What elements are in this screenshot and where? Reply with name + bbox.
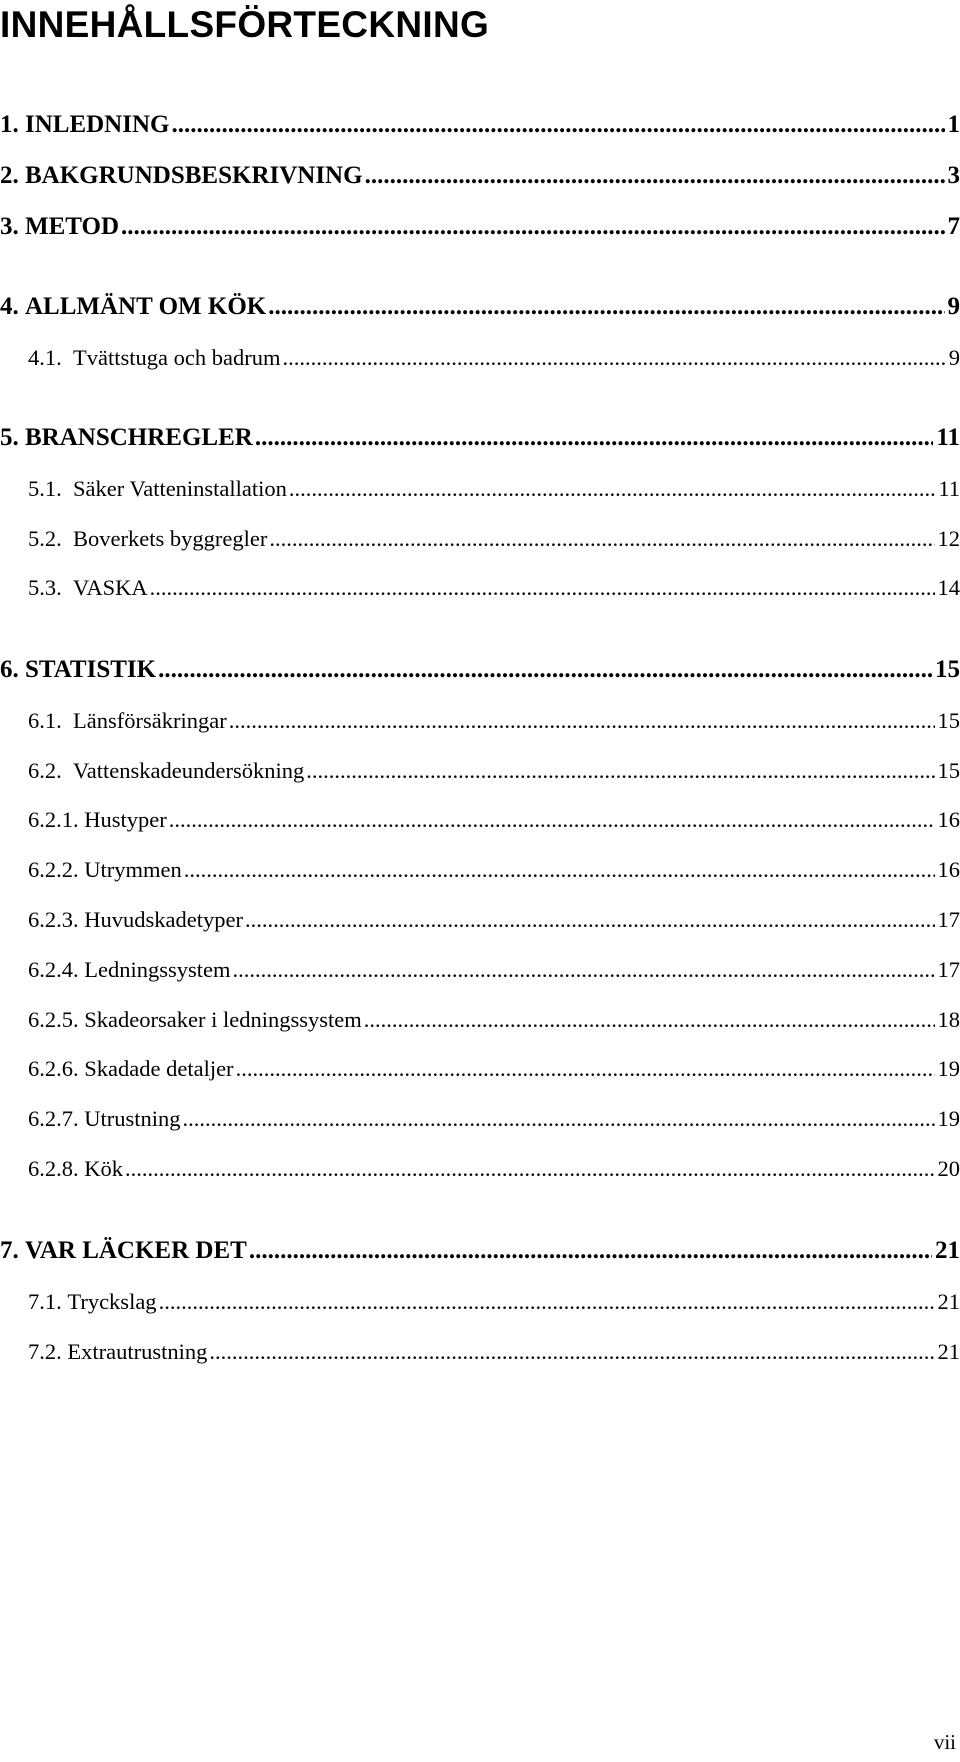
dot-leader [365,159,945,193]
toc-entry-label: Utrustning [84,1106,181,1131]
toc-entry-label: BAKGRUNDSBESKRIVNING [25,162,363,189]
toc-entry[interactable] [28,853,960,887]
toc-entry-page: 18 [937,1007,960,1032]
toc-entry-number: 6.2.8. [28,1156,79,1181]
toc-entry-page: 17 [937,907,960,932]
dot-leader [121,210,945,244]
toc-entry[interactable] [0,210,960,244]
toc-entry-page: 19 [937,1056,960,1081]
toc-entry-page: 19 [937,1106,960,1131]
dot-leader [150,571,935,605]
toc-entry[interactable] [28,472,960,506]
toc-entry-number: 7.2. [28,1339,62,1364]
toc-entry-page: 3 [947,162,960,189]
toc-entry-page: 21 [937,1289,960,1314]
toc-entry-label: Vattenskadeundersökning [73,758,305,783]
dot-leader [233,953,935,987]
toc-entry-number: 6.2.6. [28,1056,79,1081]
toc-entry-page: 17 [937,957,960,982]
toc-entry-number: 6.1. [28,708,62,733]
toc-entry[interactable] [28,903,960,937]
toc-entry-page: 15 [937,758,960,783]
toc-entry-label: METOD [25,213,119,240]
dot-leader [171,108,944,142]
toc-entry[interactable] [28,571,960,605]
toc-entry-page: 21 [937,1339,960,1364]
toc-entry-number: 4.1. [28,345,62,370]
toc-entry-number: 5.1. [28,476,62,501]
toc-entry-label: Länsförsäkringar [73,708,227,733]
toc-entry[interactable] [0,290,960,324]
toc-entry-page: 15 [937,708,960,733]
dot-leader [255,421,934,455]
toc-entry-label: Kök [84,1156,123,1181]
toc-entry[interactable] [28,803,960,837]
toc-entry[interactable] [28,341,960,375]
toc-entry-page: 12 [937,526,960,551]
toc-entry[interactable] [28,1335,960,1369]
dot-leader [159,1285,935,1319]
toc-entry-label: Tryckslag [67,1289,157,1314]
dot-leader [249,1234,932,1268]
toc-entry-page: 14 [937,575,960,600]
toc-entry-label: ALLMÄNT OM KÖK [25,293,267,320]
toc-entry-number: 1. [0,111,19,138]
toc-entry-number: 3. [0,213,19,240]
toc-entry-label: Säker Vatteninstallation [73,476,287,501]
toc-entry-label: VASKA [73,575,148,600]
dot-leader [229,704,935,738]
toc-entry-page: 1 [947,111,960,138]
dot-leader [236,1052,935,1086]
toc-entry-label: Hustyper [84,807,167,832]
toc-entry-label: Boverkets byggregler [73,526,268,551]
toc-entry-page: 16 [937,857,960,882]
dot-leader [158,653,932,687]
toc-entry-label: STATISTIK [25,656,157,683]
dot-leader [306,754,934,788]
toc-entry-page: 7 [947,213,960,240]
toc-entry-page: 21 [935,1237,960,1264]
toc-entry[interactable] [28,522,960,556]
toc-entry-number: 7. [0,1237,19,1264]
toc-entry-number: 6.2.1. [28,807,79,832]
toc-entry-number: 5.2. [28,526,62,551]
toc-entry-label: VAR LÄCKER DET [25,1237,247,1264]
toc-entry-number: 6.2.7. [28,1106,79,1131]
toc-entry[interactable] [0,1234,960,1268]
toc-entry-label: Extrautrustning [67,1339,208,1364]
toc-entry-page: 15 [935,656,960,683]
toc-entry[interactable] [28,1285,960,1319]
toc-entry[interactable] [0,159,960,193]
dot-leader [184,853,935,887]
toc-entry[interactable] [28,754,960,788]
toc-entry-page: 16 [937,807,960,832]
toc-entry[interactable] [28,953,960,987]
toc-entry-number: 5.3. [28,575,62,600]
toc-entry-page: 9 [947,293,960,320]
toc-entry[interactable] [0,421,960,455]
page-number: vii [933,1730,956,1754]
dot-leader [209,1335,934,1369]
dot-leader [183,1102,935,1136]
dot-leader [245,903,935,937]
toc-entry-label: INLEDNING [25,111,170,138]
toc-entry-label: Tvättstuga och badrum [73,345,281,370]
toc-entry-label: Ledningssystem [84,957,231,982]
dot-leader [282,341,945,375]
toc-entry-number: 6.2.2. [28,857,79,882]
toc-entry-page: 20 [937,1156,960,1181]
dot-leader [268,290,944,324]
toc-entry-number: 2. [0,162,19,189]
toc-entry-page: 11 [938,476,960,501]
toc-entry[interactable] [28,1052,960,1086]
dot-leader [289,472,935,506]
dot-leader [125,1152,935,1186]
toc-entry[interactable] [28,704,960,738]
toc-entry[interactable] [28,1102,960,1136]
toc-entry-number: 6.2.4. [28,957,79,982]
toc-entry-number: 7.1. [28,1289,62,1314]
toc-entry-number: 6. [0,656,19,683]
toc-entry-label: Skadade detaljer [84,1056,234,1081]
toc-entry[interactable] [0,108,960,142]
toc-entry-number: 6.2.3. [28,907,79,932]
toc-entry-page: 9 [948,345,960,370]
toc-entry-number: 4. [0,293,19,320]
toc-entry-number: 6.2.5. [28,1007,79,1032]
toc-entry-label: BRANSCHREGLER [25,424,253,451]
toc-entry-number: 6.2. [28,758,62,783]
toc-entry[interactable] [28,1152,960,1186]
toc-entry[interactable] [0,653,960,687]
toc-entry-number: 5. [0,424,19,451]
dot-leader [269,522,934,556]
dot-leader [169,803,935,837]
toc-title: INNEHÅLLSFÖRTECKNING [0,4,490,45]
toc-entry-page: 11 [936,424,960,451]
toc-entry-label: Utrymmen [84,857,182,882]
toc-entry-label: Huvudskadetyper [84,907,243,932]
toc-entry[interactable] [28,1003,960,1037]
dot-leader [364,1003,935,1037]
toc-entry-label: Skadeorsaker i ledningssystem [84,1007,362,1032]
